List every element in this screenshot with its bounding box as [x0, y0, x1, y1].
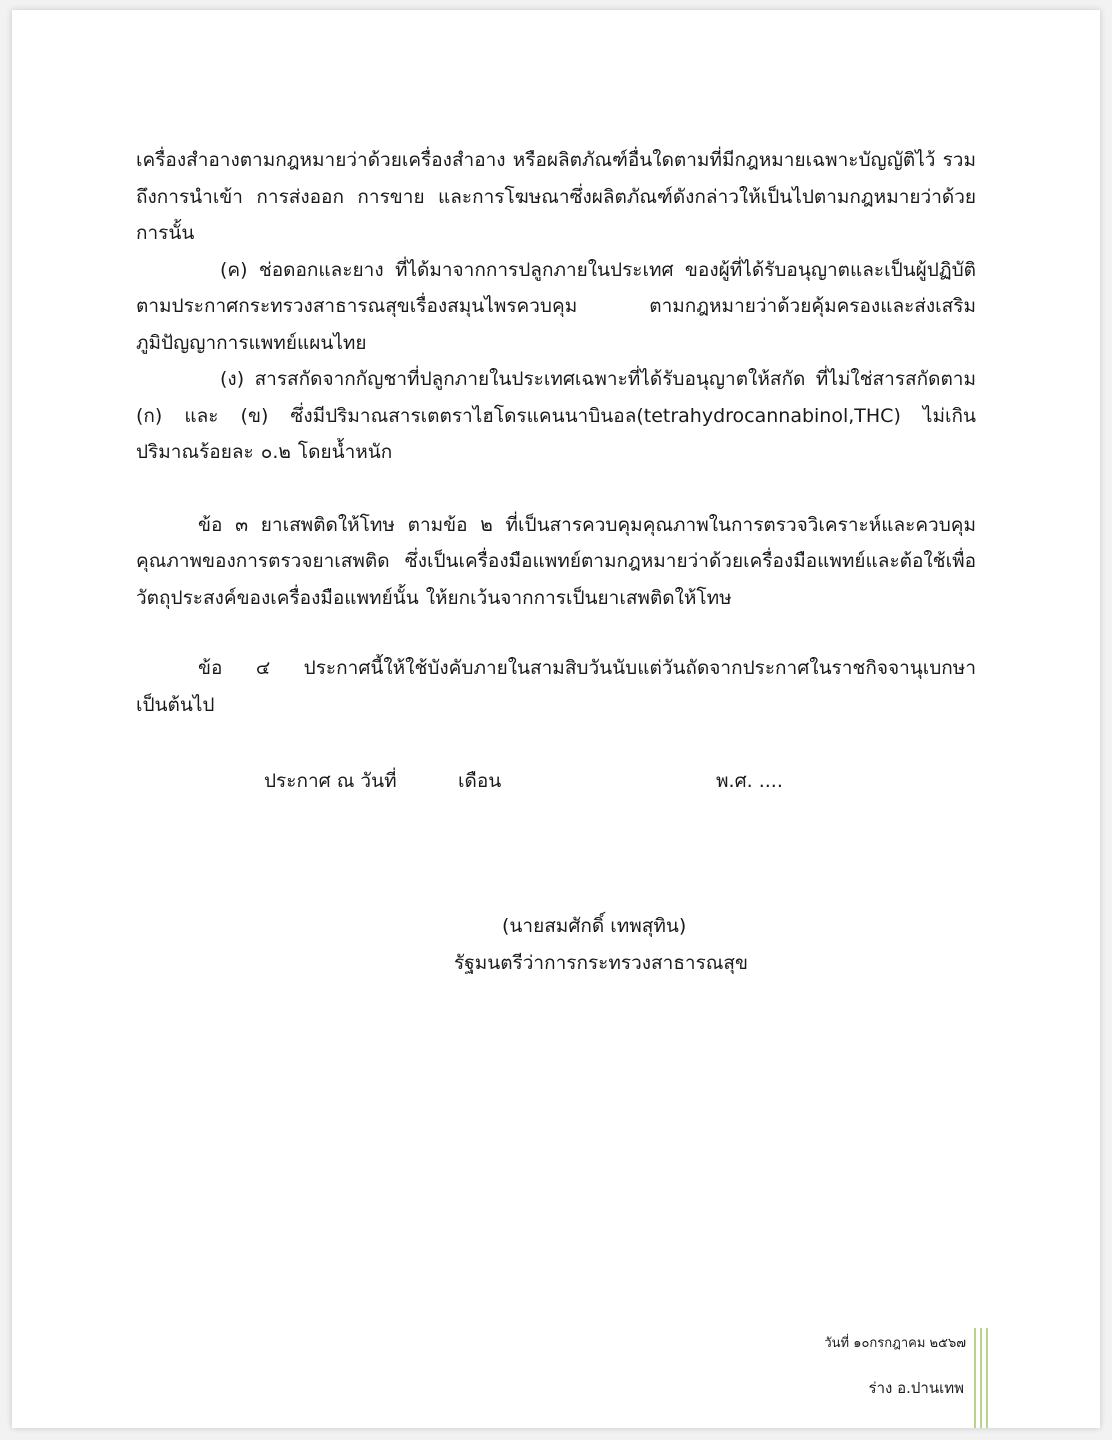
- signatory-title: รัฐมนตรีว่าการกระทรวงสาธารณสุข: [454, 952, 748, 974]
- margin-line: [986, 1328, 988, 1428]
- footer-draft-author: ร่าง อ.ปานเทพ: [868, 1379, 964, 1397]
- margin-line: [980, 1328, 982, 1428]
- margin-line: [974, 1328, 976, 1428]
- signatory-name: (นายสมศักดิ์ เทพสุทิน): [502, 915, 687, 937]
- document-page: [12, 10, 1100, 1428]
- paragraph-clause-4: ข้อ ๔ ประกาศนี้ให้ใช้บังคับภายในสามสิบวันนับแต่วันถัดจากประกาศในราชกิจจานุเบกษาเป็นต้นไป: [136, 657, 976, 716]
- buddhist-year-label: พ.ศ. ....: [716, 770, 783, 792]
- month-label: เดือน: [458, 770, 502, 792]
- paragraph-item-c: (ค) ช่อดอกและยาง ที่ได้มาจากการปลูกภายในประเทศ ของผู้ที่ได้รับอนุญาตและเป็นผู้ปฏิบัติตามประกาศกระทรวงสาธารณสุขเรื่องสมุนไพรควบคุม ตามกฎหมายว่าด้วยคุ้มครองและส่งเสริมภูมิปัญญาการแพทย์แผนไทย: [136, 258, 976, 354]
- paragraph-clause-3: ข้อ ๓ ยาเสพติดให้โทษ ตามข้อ ๒ ที่เป็นสารควบคุมคุณภาพในการตรวจวิเคราะห์และควบคุมคุณภาพของการตรวจยาเสพติด ซึ่งเป็นเครื่องมือแพทย์ตามกฎหมายว่าด้วยเครื่องมือแพทย์และต้อใช้เพื่อวัตถุประสงค์ของเครื่องมือแพทย์นั้น ให้ยกเว้นจากการเป็นยาเสพติดให้โทษ: [136, 513, 976, 609]
- paragraph-cosmetics-continuation: เครื่องสำอางตามกฎหมายว่าด้วยเครื่องสำอาง หรือผลิตภัณฑ์อื่นใดตามที่มีกฎหมายเฉพาะบัญญัติไว้ รวมถึงการนำเข้า การส่งออก การขาย และการโฆษณาซึ่งผลิตภัณฑ์ดังกล่าวให้เป็นไปตามกฎหมายว่าด้วยการนั้น: [136, 149, 976, 244]
- signature-block: [312, 908, 912, 982]
- announced-on-label: ประกาศ ณ วันที่: [264, 770, 397, 792]
- document-body: [136, 142, 976, 723]
- paragraph-item-d: (ง) สารสกัดจากกัญชาที่ปลูกภายในประเทศเฉพาะที่ได้รับอนุญาตให้สกัด ที่ไม่ใช่สารสกัดตาม (ก) และ (ข) ซึ่งมีปริมาณสารเตตราไฮโดรแคนนาบินอล(tetrahydrocannabinol,THC) ไม่เกินปริมาณร้อยละ ๐.๒ โดยน้ำหนัก: [136, 368, 976, 463]
- decorative-margin-lines: [974, 1328, 992, 1428]
- footer-draft-date: วันที่ ๑๐กรกฎาคม ๒๕๖๗: [824, 1336, 966, 1351]
